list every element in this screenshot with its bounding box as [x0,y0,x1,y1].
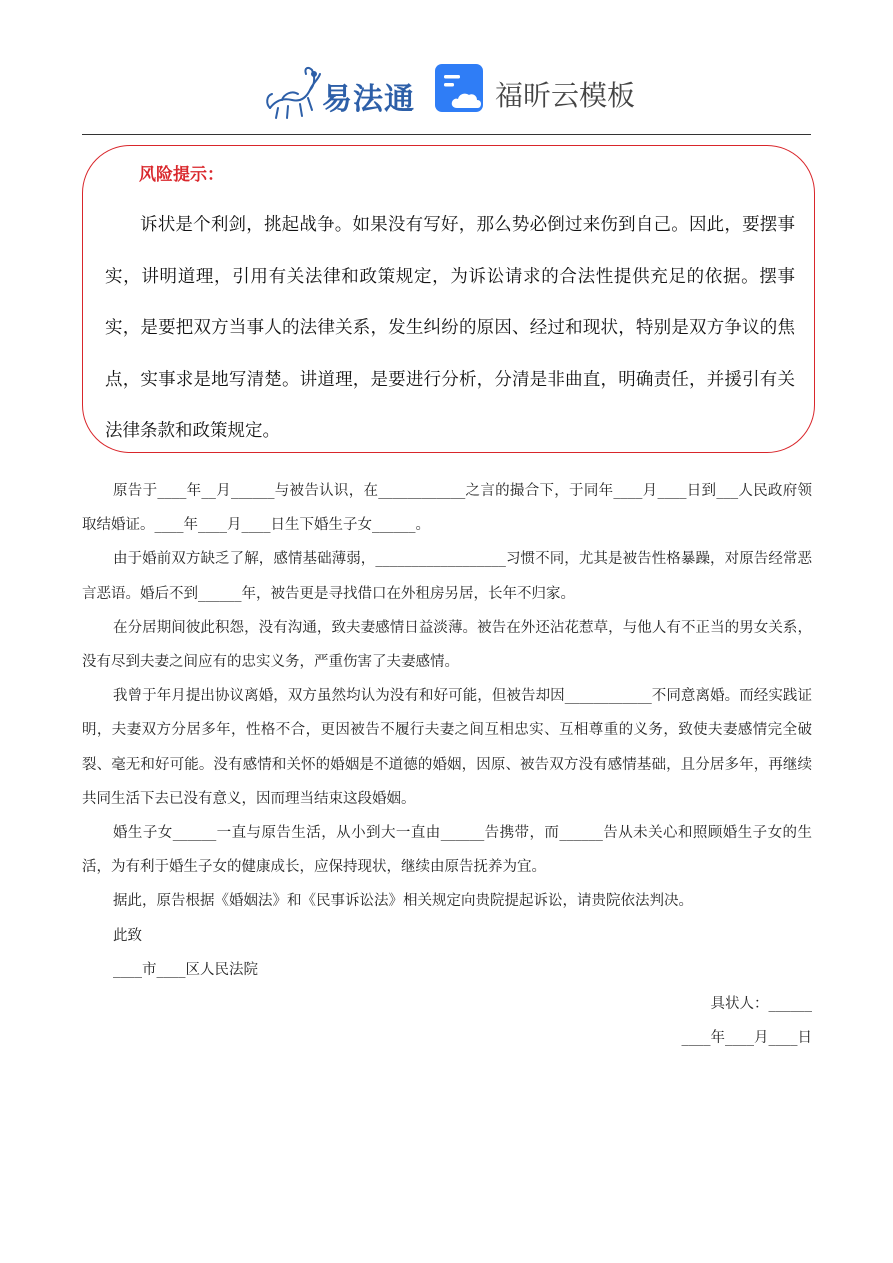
paragraph-child-custody: 婚生子女______一直与原告生活，从小到大一直由______告携带，而______告从未关心和照顾婚生子女的生活，为有利于婚生子女的健康成长，应保持现状，继续由原告抚养为宜。 [82,825,812,876]
plaintiff-signature: 具状人：______ [710,996,812,1013]
fuxin-cloud-logo [435,64,645,120]
risk-notice-title: 风险提示： [139,165,224,185]
risk-notice-box [82,145,815,453]
closing-salutation: 此致 [113,927,142,944]
risk-notice-body: 诉状是个利剑，挑起战争。如果没有写好，那么势必倒过来伤到自己。因此，要摆事实，讲明道理，引用有关法律和政策规定，为诉讼请求的合法性提供充足的依据。摆事实，是要把双方当事人的法律关系，发生纠纷的原因、经过和现状，特别是双方争议的焦点，实事求是地写清楚。讲道理，是要进行分析，分清是非曲直，明确责任，并援引有关法律条款和政策规定。 [105,215,795,441]
fuxin-cloud-logo-text: 福昕云模板 [495,79,636,112]
paragraph-divorce-grounds: 我曾于年月提出协议离婚，双方虽然均认为没有和好可能，但被告却因____________不同意离婚。而经实践证明，夫妻双方分居多年，性格不合，更因被告不履行夫妻之间互相忠实、互相尊重的义务，致使夫妻感情完全破裂、毫无和好可能。没有感情和关怀的婚姻是不道德的婚姻，因原、被告双方没有感情基础，且分居多年，再继续共同生活下去已没有意义，因而理当结束这段婚姻。 [82,688,812,807]
page-header [0,0,893,135]
document-date: ____年____月____日 [681,1030,812,1047]
yifatong-logo [262,60,417,122]
paragraph-separation: 在分居期间彼此积怨，没有沟通，致夫妻感情日益淡薄。被告在外还沾花惹草，与他人有不正当的男女关系，没有尽到夫妻之间应有的忠实义务，严重伤害了夫妻感情。 [82,619,812,671]
paragraph-marriage-difficulties: 由于婚前双方缺乏了解，感情基础薄弱，__________________习惯不同，尤其是被告性格暴躁，对原告经常恶言恶语。婚后不到______年，被告更是寻找借口在外租房另居，长年不归家。 [82,551,812,602]
header-divider [82,134,811,135]
cloud-document-icon [435,64,487,116]
court-addressee: ____市____区人民法院 [113,961,258,978]
qilin-emblem-icon [262,60,324,122]
yifatong-logo-text: 易法通 [322,82,415,117]
complaint-document [82,474,812,1055]
paragraph-acquaintance: 原告于____年__月______与被告认识，在____________之言的撮合下，于同年____月____日到___人民政府领取结婚证。____年____月____日生下婚生子女______。 [82,483,812,534]
paragraph-legal-basis: 据此，原告根据《婚姻法》和《民事诉讼法》相关规定向贵院提起诉讼，请贵院依法判决。 [113,893,693,910]
